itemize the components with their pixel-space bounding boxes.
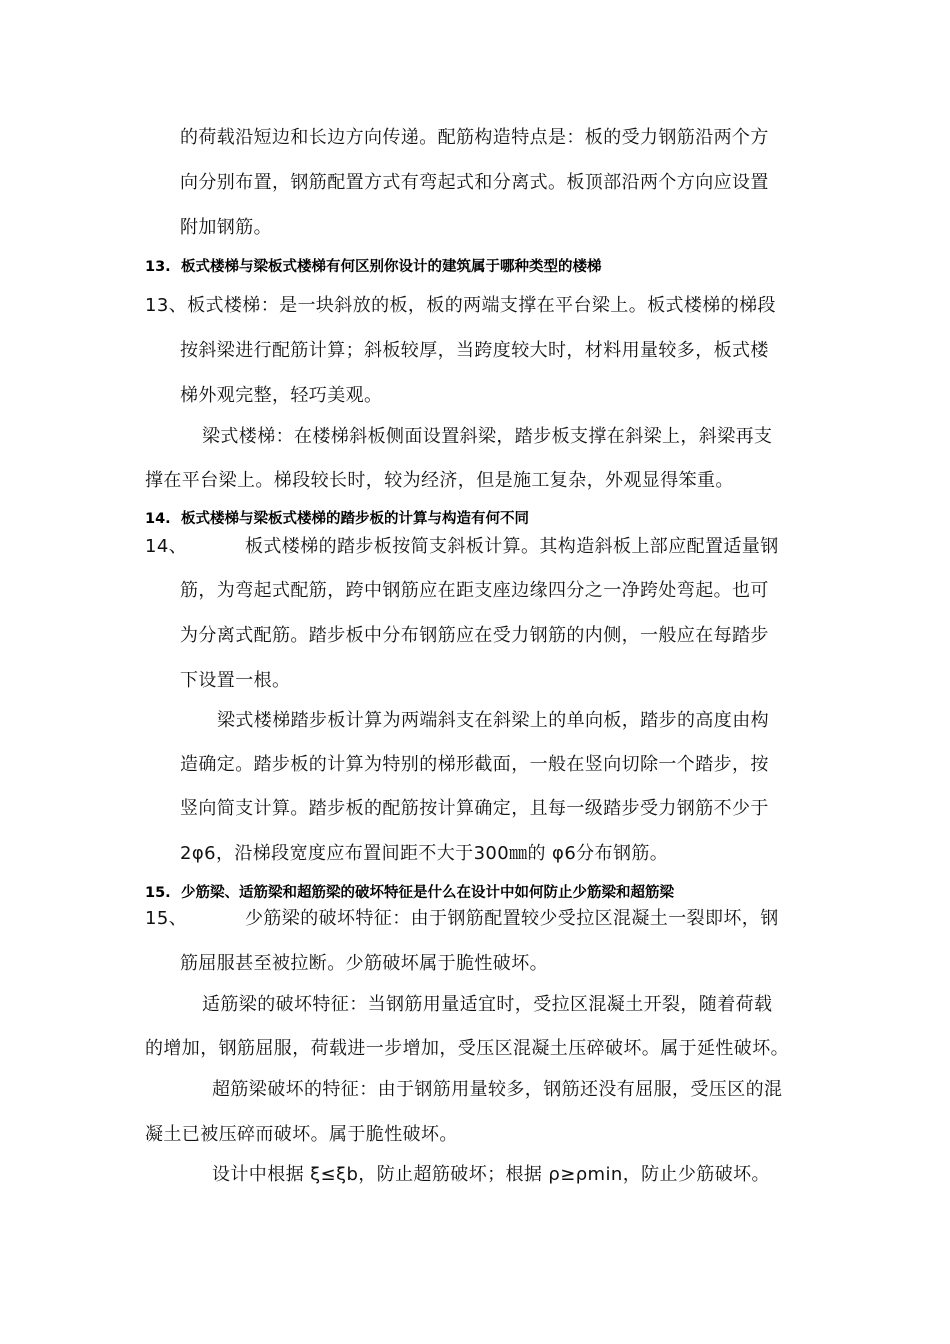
paragraph-line: 竖向简支计算。踏步板的配筋按计算确定，且每一级踏步受力钢筋不少于 — [180, 798, 769, 819]
paragraph-line: 为分离式配筋。踏步板中分布钢筋应在受力钢筋的内侧，一般应在每踏步 — [180, 625, 769, 646]
answer-14-number: 14、 — [145, 536, 188, 557]
answer-15-line: 少筋梁的破坏特征：由于钢筋配置较少受拉区混凝土一裂即坏，钢 — [245, 908, 779, 929]
paragraph-line: 下设置一根。 — [180, 670, 291, 691]
paragraph-line: 梯外观完整，轻巧美观。 — [180, 385, 383, 406]
answer-15-number: 15、 — [145, 908, 188, 929]
paragraph-line: 设计中根据 ξ≤ξb，防止超筋破坏；根据 ρ≥ρmin，防止少筋破坏。 — [212, 1164, 770, 1185]
paragraph-line: 造确定。踏步板的计算为特别的梯形截面，一般在竖向切除一个踏步，按 — [180, 754, 769, 775]
paragraph-line: 附加钢筋。 — [180, 217, 272, 238]
paragraph-line: 超筋梁破坏的特征：由于钢筋用量较多，钢筋还没有屈服，受压区的混 — [212, 1079, 783, 1100]
paragraph-line: 筋屈服甚至被拉断。少筋破坏属于脆性破坏。 — [180, 953, 548, 974]
question-number: 13. — [145, 259, 171, 275]
paragraph-line: 撑在平台梁上。梯段较长时，较为经济，但是施工复杂，外观显得笨重。 — [145, 470, 734, 491]
question-15-heading — [145, 884, 674, 902]
question-number: 15. — [145, 885, 171, 901]
question-text: 板式楼梯与梁板式楼梯有何区别你设计的建筑属于哪种类型的楼梯 — [181, 259, 602, 275]
question-text: 板式楼梯与梁板式楼梯的踏步板的计算与构造有何不同 — [181, 511, 529, 527]
question-14-heading — [145, 510, 529, 528]
question-13-heading — [145, 258, 602, 276]
question-number: 14. — [145, 511, 171, 527]
question-text: 少筋梁、适筋梁和超筋梁的破坏特征是什么在设计中如何防止少筋梁和超筋梁 — [181, 885, 674, 901]
paragraph-line: 适筋梁的破坏特征：当钢筋用量适宜时，受拉区混凝土开裂，随着荷载 — [202, 994, 773, 1015]
paragraph-line: 的荷载沿短边和长边方向传递。配筋构造特点是：板的受力钢筋沿两个方 — [180, 127, 769, 148]
answer-13-line: 13、板式楼梯：是一块斜放的板，板的两端支撑在平台梁上。板式楼梯的梯段 — [145, 295, 776, 316]
paragraph-line: 的增加，钢筋屈服，荷载进一步增加，受压区混凝土压碎破坏。属于延性破坏。 — [145, 1038, 789, 1059]
paragraph-line: 梁式楼梯：在楼梯斜板侧面设置斜梁，踏步板支撑在斜梁上，斜梁再支 — [202, 426, 773, 447]
paragraph-line: 向分别布置，钢筋配置方式有弯起式和分离式。板顶部沿两个方向应设置 — [180, 172, 769, 193]
paragraph-line: 2φ6，沿梯段宽度应布置间距不大于300㎜的 φ6分布钢筋。 — [180, 843, 669, 864]
answer-14-line: 板式楼梯的踏步板按简支斜板计算。其构造斜板上部应配置适量钢 — [245, 536, 779, 557]
paragraph-line: 梁式楼梯踏步板计算为两端斜支在斜梁上的单向板，踏步的高度由构 — [217, 710, 769, 731]
paragraph-line: 筋，为弯起式配筋，跨中钢筋应在距支座边缘四分之一净跨处弯起。也可 — [180, 580, 769, 601]
paragraph-line: 按斜梁进行配筋计算；斜板较厚，当跨度较大时，材料用量较多，板式楼 — [180, 340, 769, 361]
paragraph-line: 凝土已被压碎而破坏。属于脆性破坏。 — [145, 1124, 458, 1145]
